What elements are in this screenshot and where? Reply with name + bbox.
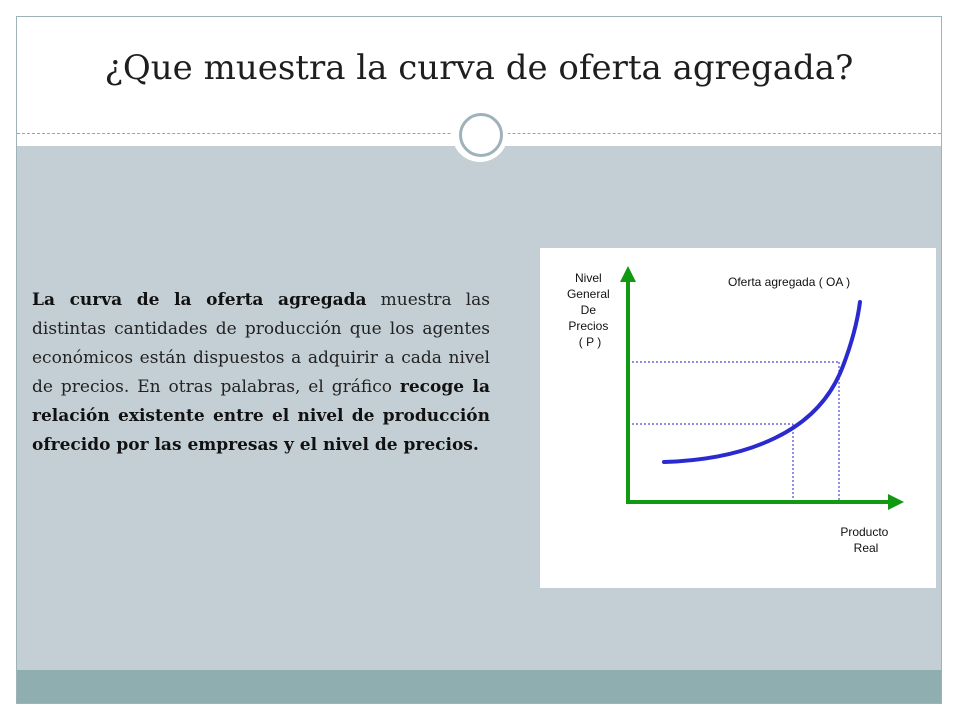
y-axis-label (567, 271, 613, 349)
curve-label: Oferta agregada ( OA ) (728, 275, 851, 289)
y-axis-label-line: ( P ) (578, 335, 602, 349)
slide-title: ¿Que muestra la curva de oferta agregada? (104, 48, 854, 88)
aggregate-supply-curve (664, 302, 860, 462)
x-axis-label-line: Producto (840, 525, 889, 539)
y-axis-label-line: De (580, 303, 596, 317)
footer-band (17, 670, 941, 703)
y-axis-label-line: Precios (568, 319, 609, 333)
body-segment-plain: muestra las distintas cantidades de producción que los agentes económicos están dispuestos a adquirir a cada nivel de precios. En otras palabras, el gráfico (32, 290, 490, 397)
y-axis-label-line: General (566, 287, 610, 301)
aggregate-supply-diagram (540, 248, 936, 588)
x-axis-label-line: Real (853, 541, 879, 555)
body-paragraph (32, 286, 490, 460)
x-axis-label (840, 525, 891, 555)
y-axis-label-line: Nivel (574, 271, 602, 285)
body-segment-bold-1: La curva de la oferta agregada (32, 290, 367, 310)
y-axis-arrow-icon (620, 266, 636, 282)
aggregate-supply-figure (540, 248, 936, 588)
body-segment-bold-2: recoge la relación existente entre el nivel de producción ofrecido por las empresas y el nivel de precios. (32, 377, 490, 455)
x-axis-arrow-icon (888, 494, 904, 510)
circle-ornament-icon (459, 113, 503, 157)
guide-lines (628, 362, 839, 502)
